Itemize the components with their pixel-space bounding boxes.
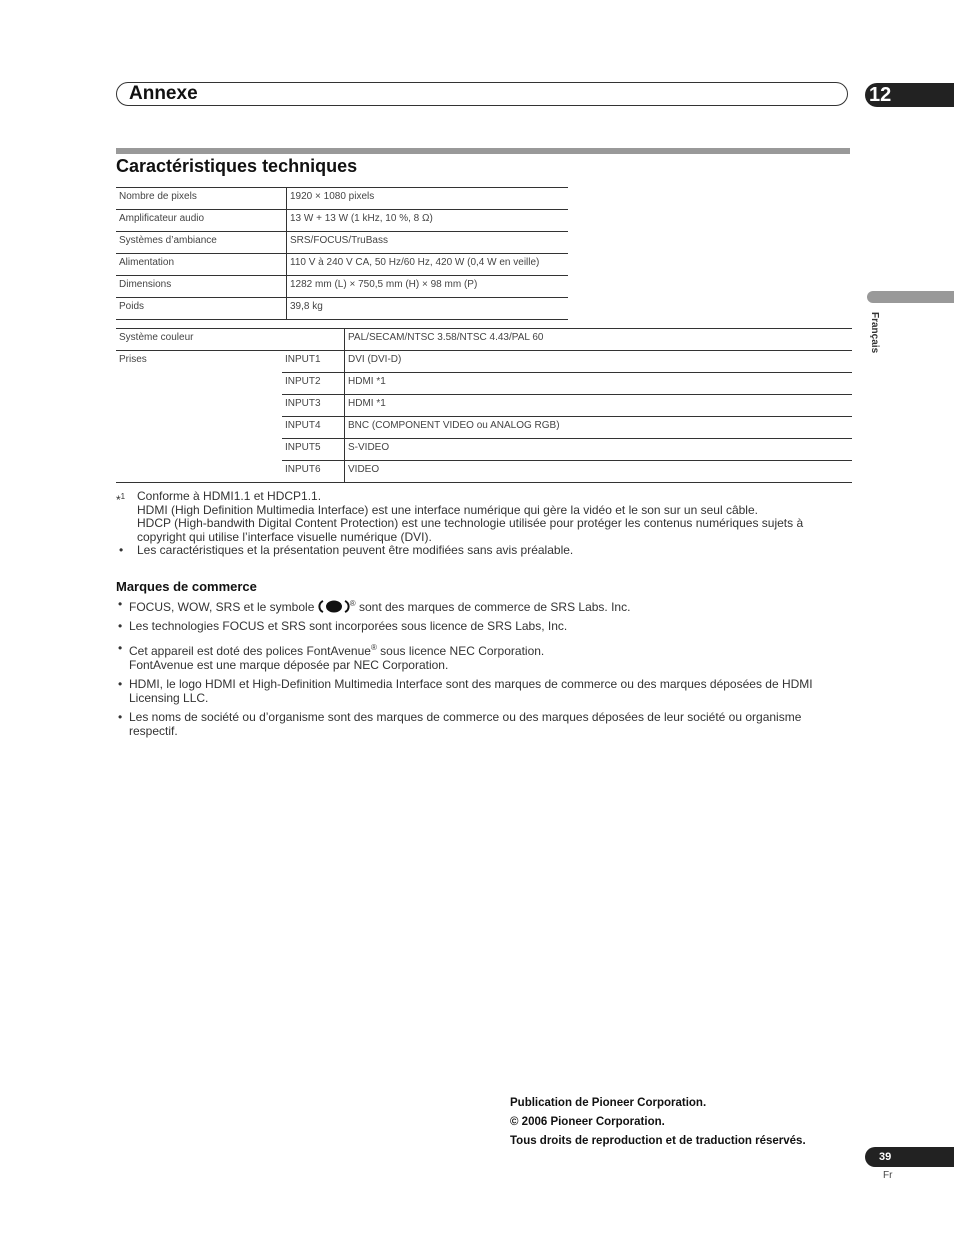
input-name: INPUT2 bbox=[282, 373, 345, 395]
publication-line: © 2006 Pioneer Corporation. bbox=[510, 1116, 665, 1128]
ports-group-cell bbox=[116, 395, 282, 417]
trademark-text: sous licence NEC Corporation. bbox=[376, 644, 545, 658]
input-name: INPUT5 bbox=[282, 439, 345, 461]
list-item bbox=[116, 710, 852, 738]
trademarks-title: Marques de commerce bbox=[116, 579, 257, 594]
ports-group-cell bbox=[116, 417, 282, 439]
trademarks-section bbox=[116, 579, 852, 743]
trademark-text: Les noms de société ou d’organisme sont des marques de commerce ou des marques déposées de leur société ou organisme respectif. bbox=[129, 710, 802, 738]
section-divider bbox=[116, 148, 850, 154]
footnote-line: HDMI (High Definition Multimedia Interface) est une interface numérique qui gère la vidéo et le son sur un seul câble. bbox=[137, 502, 758, 517]
footnote-line: Conforme à HDMI1.1 et HDCP1.1. bbox=[137, 489, 322, 503]
spec-value: 110 V à 240 V CA, 50 Hz/60 Hz, 420 W (0,4 W en veille) bbox=[287, 254, 569, 276]
table-row bbox=[116, 188, 568, 210]
color-inputs-table bbox=[116, 328, 852, 483]
table-row bbox=[116, 439, 852, 461]
input-name: INPUT3 bbox=[282, 395, 345, 417]
list-item bbox=[116, 677, 852, 705]
chapter-tab bbox=[865, 83, 954, 107]
input-name: INPUT4 bbox=[282, 417, 345, 439]
spec-label: Amplificateur audio bbox=[116, 210, 287, 232]
table-row bbox=[116, 210, 568, 232]
spec-value: 1282 mm (L) × 750,5 mm (H) × 98 mm (P) bbox=[287, 276, 569, 298]
input-value: S-VIDEO bbox=[345, 439, 853, 461]
header-title: Annexe bbox=[129, 83, 198, 104]
ports-label: Prises bbox=[119, 354, 147, 365]
color-system-value: PAL/SECAM/NTSC 3.58/NTSC 4.43/PAL 60 bbox=[345, 329, 853, 351]
spec-value: 39,8 kg bbox=[287, 298, 569, 320]
language-side-tab bbox=[867, 291, 954, 303]
trademark-text: Cet appareil est doté des polices FontAvenue bbox=[129, 644, 371, 658]
table-row bbox=[116, 373, 852, 395]
page-number-tab bbox=[865, 1147, 954, 1167]
table-row bbox=[116, 417, 852, 439]
list-item bbox=[116, 641, 852, 672]
section-title: Caractéristiques techniques bbox=[116, 156, 358, 176]
input-value: BNC (COMPONENT VIDEO ou ANALOG RGB) bbox=[345, 417, 853, 439]
chapter-number: 12 bbox=[869, 84, 892, 106]
trademark-text: HDMI, le logo HDMI et High-Definition Multimedia Interface sont des marques de commerce ou des marques déposées de HDMI Licensing LLC. bbox=[129, 677, 813, 705]
specs-table bbox=[116, 187, 568, 320]
footnote-mark bbox=[116, 490, 125, 508]
bullet-note bbox=[116, 544, 852, 558]
list-item bbox=[116, 597, 852, 614]
trademark-text: FOCUS, WOW, SRS et le symbole bbox=[129, 600, 315, 614]
language-side-label: Français bbox=[869, 312, 880, 354]
publication-block bbox=[510, 1094, 806, 1151]
ports-group-cell bbox=[116, 439, 282, 461]
color-system-label: Système couleur bbox=[116, 329, 345, 351]
table-row bbox=[116, 329, 852, 351]
footnote-sup: 1 bbox=[120, 492, 126, 501]
notes-block bbox=[116, 490, 852, 558]
bullet-note-text: Les caractéristiques et la présentation peuvent être modifiées sans avis préalable. bbox=[137, 543, 574, 557]
bullet-glyph: • bbox=[119, 543, 124, 557]
registered-mark: ® bbox=[349, 599, 356, 608]
trademark-text: FontAvenue est une marque déposée par NEC Corporation. bbox=[129, 658, 449, 672]
srs-logo-icon bbox=[318, 600, 350, 613]
registered-mark: ® bbox=[370, 643, 377, 652]
spec-value: 1920 × 1080 pixels bbox=[287, 188, 569, 210]
spec-value: 13 W + 13 W (1 kHz, 10 %, 8 Ω) bbox=[287, 210, 569, 232]
table-row bbox=[116, 254, 568, 276]
spec-label: Alimentation bbox=[116, 254, 287, 276]
footnote bbox=[116, 490, 852, 544]
bullet-glyph: • bbox=[118, 677, 123, 691]
trademark-text: Les technologies FOCUS et SRS sont incorporées sous licence de SRS Labs, Inc. bbox=[129, 619, 568, 633]
input-value: HDMI *1 bbox=[345, 373, 853, 395]
input-value: VIDEO bbox=[345, 461, 853, 483]
footnote-line: HDCP (High-bandwith Digital Content Protection) est une technologie utilisée pour protéger les contenus numériques sujets à copyright qui utilise l’interface visuelle numérique (DVI). bbox=[137, 516, 804, 544]
footnote-asterisk: * bbox=[116, 493, 121, 507]
table-row bbox=[116, 461, 852, 483]
input-name: INPUT6 bbox=[282, 461, 345, 483]
input-value: DVI (DVI-D) bbox=[345, 351, 853, 373]
trademark-text: sont des marques de commerce de SRS Labs. Inc. bbox=[358, 600, 631, 614]
input-value: HDMI *1 bbox=[345, 395, 853, 417]
header-bar bbox=[116, 82, 848, 106]
table-row bbox=[116, 232, 568, 254]
bullet-glyph: • bbox=[118, 597, 123, 611]
spec-label: Poids bbox=[116, 298, 287, 320]
bullet-glyph: • bbox=[118, 710, 123, 724]
ports-group-cell bbox=[116, 373, 282, 395]
ports-group-cell bbox=[116, 461, 282, 483]
spec-label: Systèmes d’ambiance bbox=[116, 232, 287, 254]
spec-label: Nombre de pixels bbox=[116, 188, 287, 210]
list-item bbox=[116, 619, 852, 633]
table-row bbox=[116, 351, 852, 373]
spec-label: Dimensions bbox=[116, 276, 287, 298]
bullet-glyph: • bbox=[118, 641, 123, 655]
input-name: INPUT1 bbox=[282, 351, 345, 373]
table-row bbox=[116, 276, 568, 298]
table-row bbox=[116, 298, 568, 320]
spec-value: SRS/FOCUS/TruBass bbox=[287, 232, 569, 254]
publication-line: Tous droits de reproduction et de traduction réservés. bbox=[510, 1135, 806, 1147]
table-row bbox=[116, 395, 852, 417]
publication-line: Publication de Pioneer Corporation. bbox=[510, 1097, 707, 1109]
page-language: Fr bbox=[883, 1170, 893, 1181]
bullet-glyph: • bbox=[118, 619, 123, 633]
page-number: 39 bbox=[879, 1151, 892, 1163]
